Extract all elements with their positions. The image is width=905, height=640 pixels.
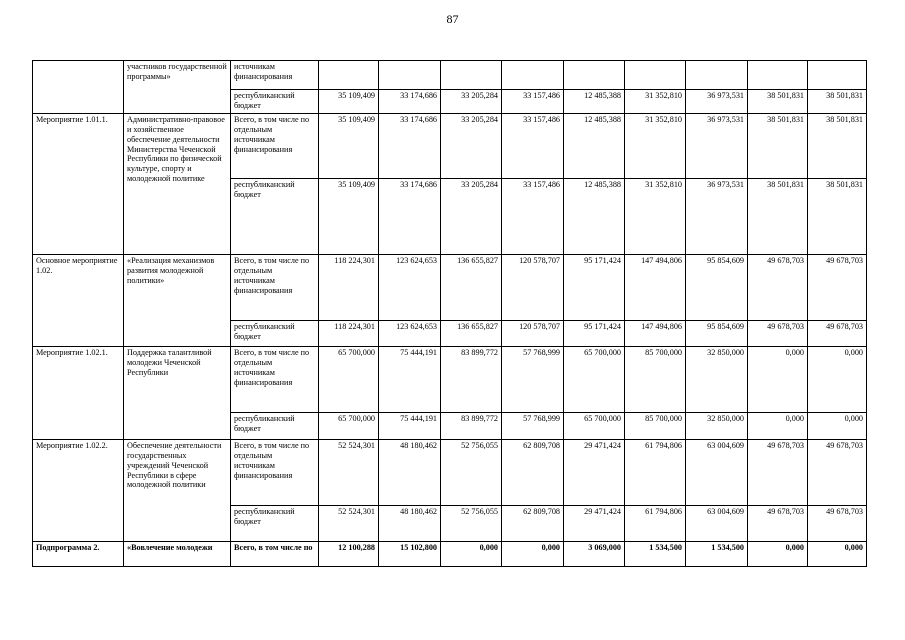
cell-value: 38 501,831 <box>748 90 808 114</box>
cell-description <box>124 440 231 542</box>
table-row <box>33 347 867 413</box>
cell-value: 29 471,424 <box>564 506 625 542</box>
cell-description: Поддержка талантливой молодежи Чеченской Республики <box>124 347 231 440</box>
cell-value: 63 004,609 <box>686 440 748 506</box>
cell-value: 38 501,831 <box>808 90 867 114</box>
cell-event-name: Мероприятие 1.02.2. <box>33 440 124 542</box>
cell-value: 61 794,806 <box>625 506 686 542</box>
cell-funding-source: республиканский бюджет <box>231 179 319 255</box>
cell-funding-source: республиканский бюджет <box>231 321 319 347</box>
cell-event-name: Основное мероприятие 1.02. <box>33 255 124 347</box>
cell-value: 0,000 <box>441 542 502 567</box>
cell-value: 1 534,500 <box>686 542 748 567</box>
cell-value: 52 756,055 <box>441 506 502 542</box>
cell-funding-source: Всего, в том числе по отдельным источникам финансирования <box>231 440 319 506</box>
cell-funding-source: Всего, в том числе по отдельным источникам финансирования <box>231 255 319 321</box>
cell-value: 0,000 <box>808 542 867 567</box>
cell-value: 32 850,000 <box>686 413 748 440</box>
cell-value: 0,000 <box>748 542 808 567</box>
cell-value: 0,000 <box>502 542 564 567</box>
cell-value: 38 501,831 <box>808 179 867 255</box>
cell-value: 147 494,806 <box>625 255 686 321</box>
cell-value: 52 524,301 <box>319 440 379 506</box>
cell-value: 49 678,703 <box>748 440 808 506</box>
cell-value: 38 501,831 <box>748 114 808 179</box>
cell-value: 49 678,703 <box>808 255 867 321</box>
cell-value: 3 069,000 <box>564 542 625 567</box>
cell-value: 12 485,388 <box>564 90 625 114</box>
table-row <box>33 255 867 321</box>
cell-value: 36 973,531 <box>686 179 748 255</box>
cell-funding-source: Всего, в том числе по отдельным источникам финансирования <box>231 114 319 179</box>
cell-value: 85 700,000 <box>625 413 686 440</box>
cell-value <box>808 61 867 90</box>
cell-value: 52 756,055 <box>441 440 502 506</box>
cell-value: 57 768,999 <box>502 347 564 413</box>
cell-value: 33 157,486 <box>502 179 564 255</box>
cell-value: 63 004,609 <box>686 506 748 542</box>
cell-value: 49 678,703 <box>808 506 867 542</box>
cell-value: 0,000 <box>748 347 808 413</box>
table-row <box>33 61 867 90</box>
cell-value: 52 524,301 <box>319 506 379 542</box>
cell-value: 136 655,827 <box>441 255 502 321</box>
cell-value: 31 352,810 <box>625 90 686 114</box>
cell-value: 33 174,686 <box>379 90 441 114</box>
cell-value: 75 444,191 <box>379 413 441 440</box>
cell-value: 83 899,772 <box>441 347 502 413</box>
table-row <box>33 114 867 179</box>
cell-value: 31 352,810 <box>625 114 686 179</box>
table-row <box>33 440 867 506</box>
cell-value <box>502 61 564 90</box>
cell-value: 33 205,284 <box>441 179 502 255</box>
cell-value: 49 678,703 <box>748 506 808 542</box>
description-part: Министерства Чеченской Республики по физической культуре, спорту и молодежной политике <box>127 144 222 184</box>
cell-value: 35 109,409 <box>319 114 379 179</box>
cell-event-name: Мероприятие 1.01.1. <box>33 114 124 255</box>
cell-funding-source: республиканский бюджет <box>231 506 319 542</box>
cell-value: 33 174,686 <box>379 114 441 179</box>
cell-value: 48 180,462 <box>379 506 441 542</box>
cell-value: 33 174,686 <box>379 179 441 255</box>
cell-funding-source: республиканский бюджет <box>231 90 319 114</box>
description-part: Республики в сфере молодежной политики <box>127 470 206 490</box>
cell-value: 95 171,424 <box>564 321 625 347</box>
cell-value: 15 102,800 <box>379 542 441 567</box>
cell-value: 48 180,462 <box>379 440 441 506</box>
cell-funding-source: Всего, в том числе по отдельным источникам финансирования <box>231 347 319 413</box>
cell-value: 33 205,284 <box>441 90 502 114</box>
cell-event-name <box>33 61 124 114</box>
cell-value: 33 157,486 <box>502 114 564 179</box>
cell-value: 0,000 <box>808 347 867 413</box>
cell-value: 120 578,707 <box>502 255 564 321</box>
cell-value: 35 109,409 <box>319 179 379 255</box>
cell-value: 38 501,831 <box>808 114 867 179</box>
cell-value: 31 352,810 <box>625 179 686 255</box>
cell-value: 62 809,708 <box>502 440 564 506</box>
cell-value: 0,000 <box>808 413 867 440</box>
cell-value: 95 854,609 <box>686 255 748 321</box>
cell-funding-source: республиканский бюджет <box>231 413 319 440</box>
description-part: Обеспечение деятельности государственных учреждений Чеченской <box>127 441 222 470</box>
cell-value: 57 768,999 <box>502 413 564 440</box>
cell-value: 33 157,486 <box>502 90 564 114</box>
budget-table <box>32 60 867 567</box>
cell-value: 118 224,301 <box>319 255 379 321</box>
cell-value: 38 501,831 <box>748 179 808 255</box>
cell-description: участников государственной программы» <box>124 61 231 114</box>
cell-value: 123 624,653 <box>379 321 441 347</box>
cell-value <box>379 61 441 90</box>
description-part: Административно-правовое и хозяйственное обеспечение деятельности <box>127 115 225 144</box>
cell-value: 32 850,000 <box>686 347 748 413</box>
cell-value: 12 100,288 <box>319 542 379 567</box>
cell-value: 147 494,806 <box>625 321 686 347</box>
cell-value: 65 700,000 <box>319 347 379 413</box>
cell-description <box>124 114 231 255</box>
cell-value <box>564 61 625 90</box>
cell-value: 35 109,409 <box>319 90 379 114</box>
cell-value: 65 700,000 <box>564 413 625 440</box>
cell-value: 65 700,000 <box>319 413 379 440</box>
cell-value: 49 678,703 <box>808 321 867 347</box>
cell-value <box>625 61 686 90</box>
cell-description: «Вовлечение молодежи <box>124 542 231 567</box>
table-row <box>33 542 867 567</box>
cell-value: 1 534,500 <box>625 542 686 567</box>
cell-value: 75 444,191 <box>379 347 441 413</box>
cell-value: 0,000 <box>748 413 808 440</box>
cell-value: 83 899,772 <box>441 413 502 440</box>
cell-value: 36 973,531 <box>686 90 748 114</box>
cell-value <box>319 61 379 90</box>
cell-value <box>441 61 502 90</box>
cell-value: 12 485,388 <box>564 114 625 179</box>
cell-value: 49 678,703 <box>748 255 808 321</box>
cell-value <box>748 61 808 90</box>
cell-value: 49 678,703 <box>808 440 867 506</box>
cell-value: 61 794,806 <box>625 440 686 506</box>
cell-value: 29 471,424 <box>564 440 625 506</box>
page-number: 87 <box>446 12 459 26</box>
cell-value: 62 809,708 <box>502 506 564 542</box>
cell-value: 33 205,284 <box>441 114 502 179</box>
cell-value: 12 485,388 <box>564 179 625 255</box>
cell-value: 49 678,703 <box>748 321 808 347</box>
cell-value: 85 700,000 <box>625 347 686 413</box>
cell-value: 136 655,827 <box>441 321 502 347</box>
cell-value: 120 578,707 <box>502 321 564 347</box>
cell-value: 95 171,424 <box>564 255 625 321</box>
cell-funding-source: источникам финансирования <box>231 61 319 90</box>
cell-value: 118 224,301 <box>319 321 379 347</box>
cell-description: «Реализация механизмов развития молодежной политики» <box>124 255 231 347</box>
cell-event-name: Подпрограмма 2. <box>33 542 124 567</box>
cell-event-name: Мероприятие 1.02.1. <box>33 347 124 440</box>
cell-value: 123 624,653 <box>379 255 441 321</box>
cell-value <box>686 61 748 90</box>
cell-value: 95 854,609 <box>686 321 748 347</box>
cell-value: 36 973,531 <box>686 114 748 179</box>
cell-value: 65 700,000 <box>564 347 625 413</box>
cell-funding-source: Всего, в том числе по <box>231 542 319 567</box>
